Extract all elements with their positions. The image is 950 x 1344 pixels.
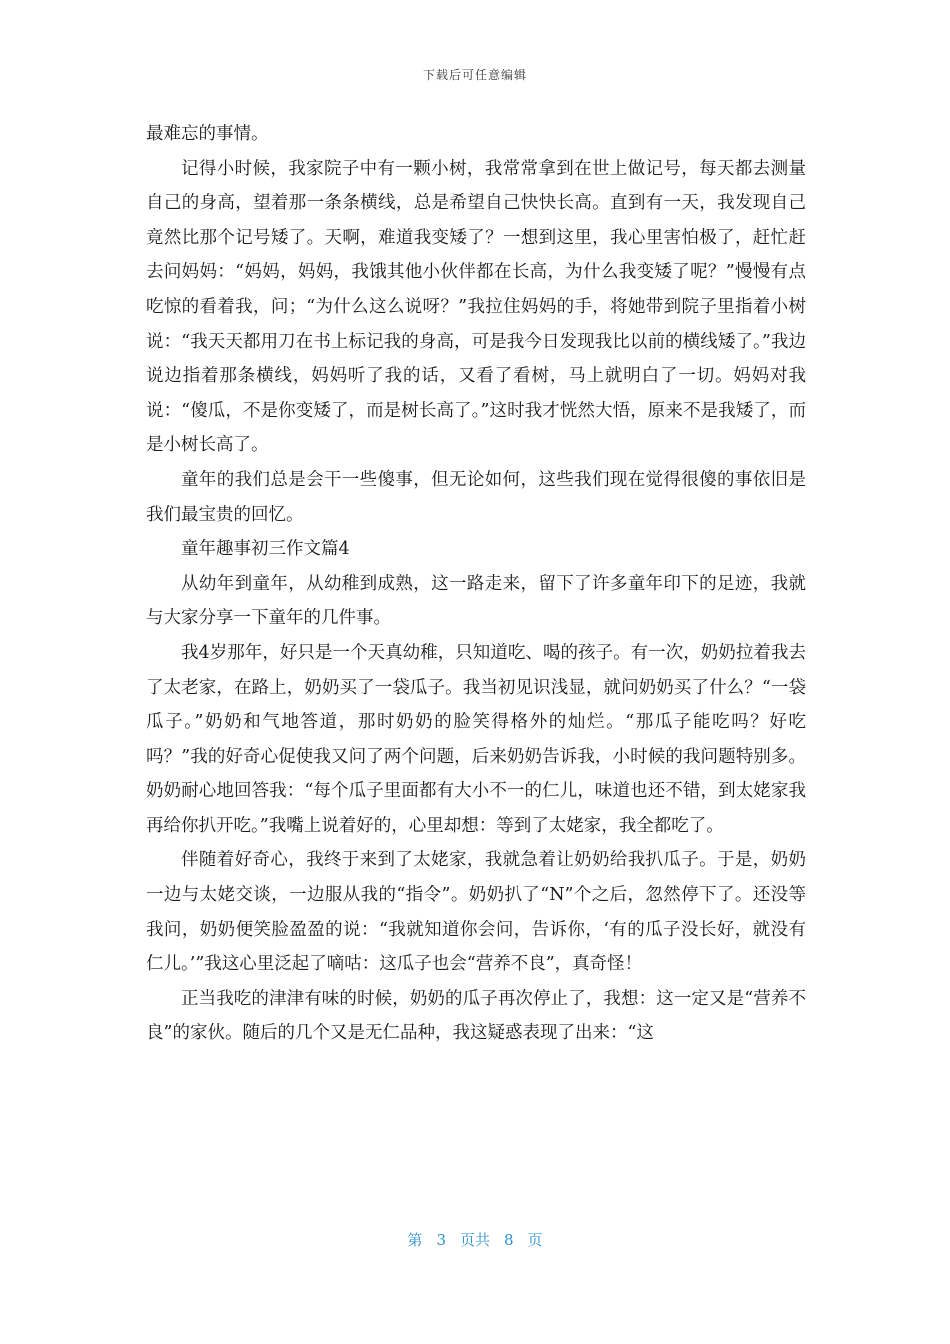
- paragraph-eating: 正当我吃的津津有味的时候，奶奶的瓜子再次停止了，我想：这一定又是“营养不良”的家伙。随后的几个又是无仁品种，我这疑惑表现了出来：“这: [146, 988, 806, 1044]
- total-pages-number: 8: [504, 1231, 514, 1249]
- paragraph-growth-story: 记得小时候，我家院子中有一颗小树，我常常拿到在世上做记号，每天都去测量自己的身高，望着那一条条横线，总是希望自己快快长高。直到有一天，我发现自己竟然比那个记号矮了。天啊，难道我变矮了？一想到这里，我心里害怕极了，赶忙赶去问妈妈：“妈妈，妈妈，我饿其他小伙伴都在长高，为什么我变矮了呢？”慢慢有点吃惊的看着我，问；“为什么这么说呀？”我拉住妈妈的手，将她带到院子里指着小树说：“我天天都用刀在书上标记我的身高，可是我今日发现我比以前的横线矮了。”我边说边指着那条横线，妈妈听了我的话，又看了看树，马上就明白了一切。妈妈对我说：“傻瓜，不是你变矮了，而是树长高了。”这时我才恍然大悟，原来不是我矮了，而是小树长高了。: [146, 158, 806, 456]
- paragraph-continuation: 最难忘的事情。: [146, 124, 269, 144]
- page-label-prefix: 第: [407, 1231, 423, 1249]
- section-heading: 童年趣事初三作文篇4: [181, 539, 350, 560]
- paragraph-intro: 从幼年到童年，从幼稚到成熟，这一路走来，留下了许多童年印下的足迹，我就与大家分享一下童年的几件事。: [146, 573, 806, 629]
- document-body: [146, 117, 806, 1051]
- paragraph-conclusion: 童年的我们总是会干一些傻事，但无论如何，这些我们现在觉得很傻的事依旧是我们最宝贵的回忆。: [146, 469, 806, 525]
- page-label-suffix: 页: [527, 1231, 543, 1249]
- current-page-number: 3: [436, 1231, 446, 1249]
- paragraph-great-grandma: 伴随着好奇心，我终于来到了太姥家，我就急着让奶奶给我扒瓜子。于是，奶奶一边与太姥交谈，一边服从我的“指令”。奶奶扒了“N”个之后，忽然停下了。还没等我问，奶奶便笑脸盈盈的说：“我就知道你会问，告诉你，‘有的瓜子没长好，就没有仁儿。’”我这心里泛起了嘀咕：这瓜子也会“营养不良”，真奇怪！: [146, 850, 806, 975]
- paragraph-melon-seeds: 我4岁那年，好只是一个天真幼稚，只知道吃、喝的孩子。有一次，奶奶拉着我去了太老家，在路上，奶奶买了一袋瓜子。我当初见识浅显，就问奶奶买了什么？“一袋瓜子。”奶奶和气地答道，那时奶奶的脸笑得格外的灿烂。“那瓜子能吃吗？好吃吗？”我的好奇心促使我又问了两个问题，后来奶奶告诉我，小时候的我问题特别多。奶奶耐心地回答我：“每个瓜子里面都有大小不一的仁儿，味道也还不错，到太姥家我再给你扒开吃。”我嘴上说着好的，心里却想：等到了太姥家，我全都吃了。: [146, 642, 806, 836]
- page-header: 下载后可任意编辑: [422, 68, 527, 82]
- page-label-middle: 页共: [459, 1231, 490, 1249]
- page-footer: [0, 1229, 950, 1250]
